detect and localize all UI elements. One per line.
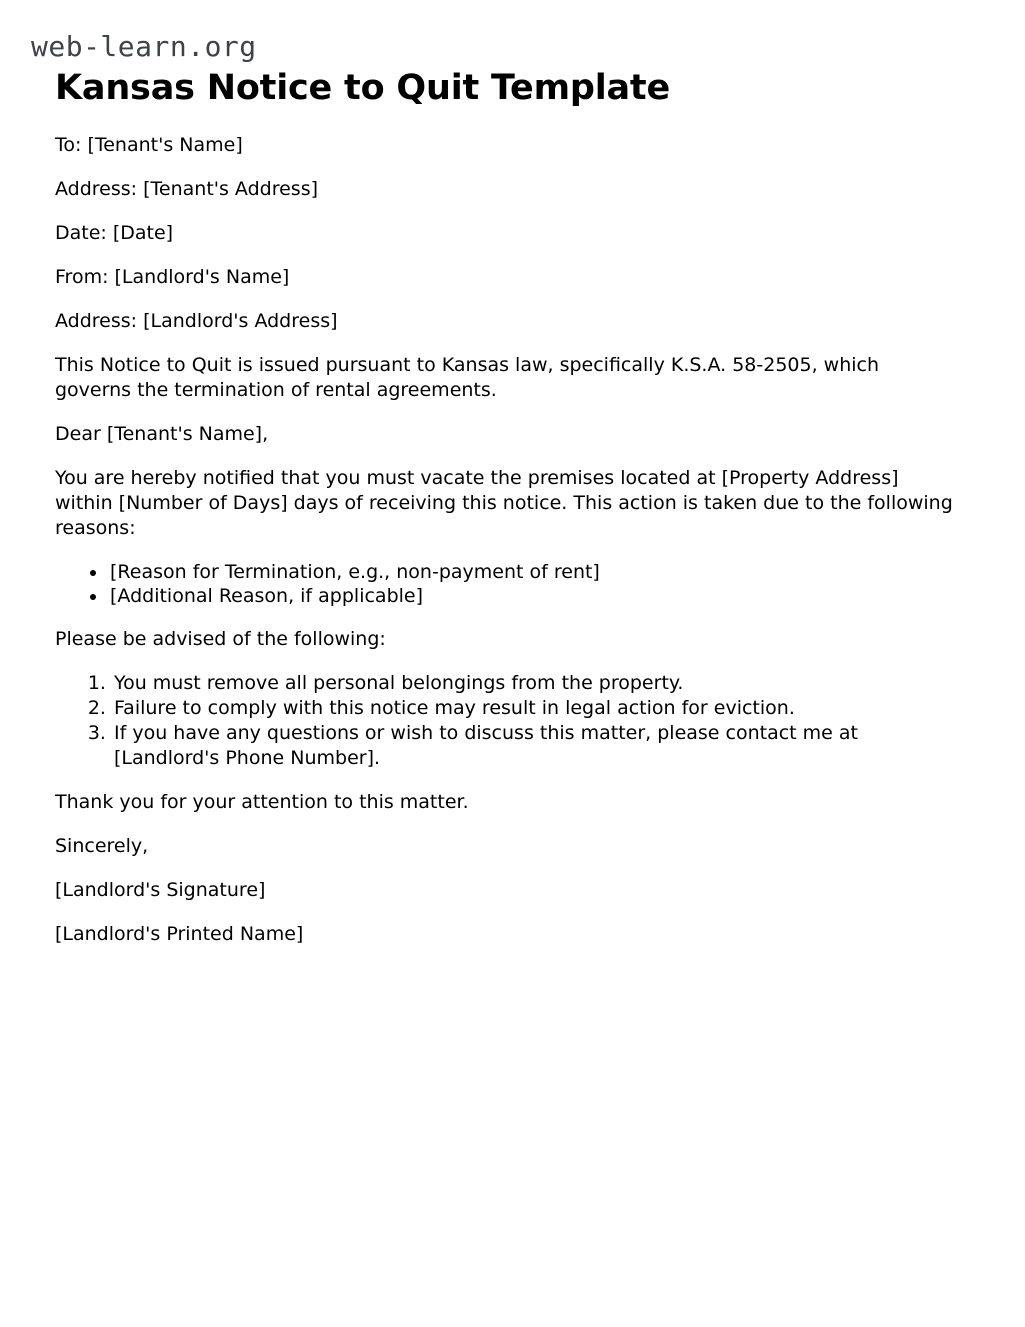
page-title: Kansas Notice to Quit Template bbox=[55, 68, 670, 108]
advice-list bbox=[55, 671, 955, 771]
notice-paragraph: You are hereby notified that you must vacate the premises located at [Property Address] within [Number of Days] days of receiving this notice. This action is taken due to the following reasons: bbox=[55, 467, 953, 540]
letter-body bbox=[55, 133, 955, 947]
field-landlord-address: Address: [Landlord's Address] bbox=[55, 310, 338, 333]
reason-list bbox=[55, 560, 955, 608]
list-item: 2. Failure to comply with this notice may result in legal action for eviction. bbox=[112, 696, 955, 721]
field-date: Date: [Date] bbox=[55, 222, 174, 245]
signature-placeholder: [Landlord's Signature] bbox=[55, 879, 266, 902]
field-from: From: [Landlord's Name] bbox=[55, 266, 290, 289]
salutation: Dear [Tenant's Name], bbox=[55, 423, 269, 446]
document-header bbox=[0, 0, 1025, 110]
closing-salutation: Sincerely, bbox=[55, 835, 149, 858]
printed-name-placeholder: [Landlord's Printed Name] bbox=[55, 923, 304, 946]
field-tenant-address: Address: [Tenant's Address] bbox=[55, 178, 319, 201]
list-item: 1. You must remove all personal belongings from the property. bbox=[112, 671, 955, 696]
statute-paragraph: This Notice to Quit is issued pursuant to Kansas law, specifically K.S.A. 58-2505, which governs the termination of rental agreements. bbox=[55, 354, 880, 402]
list-item: • [Additional Reason, if applicable] bbox=[108, 584, 955, 608]
site-logo: web-learn.org bbox=[31, 30, 257, 63]
thank-you-paragraph: Thank you for your attention to this matter. bbox=[55, 791, 469, 814]
field-to: To: [Tenant's Name] bbox=[55, 134, 243, 157]
advice-intro: Please be advised of the following: bbox=[55, 628, 386, 651]
list-item: 3. If you have any questions or wish to discuss this matter, please contact me at [Landlord's Phone Number]. bbox=[112, 721, 955, 771]
list-item: • [Reason for Termination, e.g., non-payment of rent] bbox=[108, 560, 955, 584]
